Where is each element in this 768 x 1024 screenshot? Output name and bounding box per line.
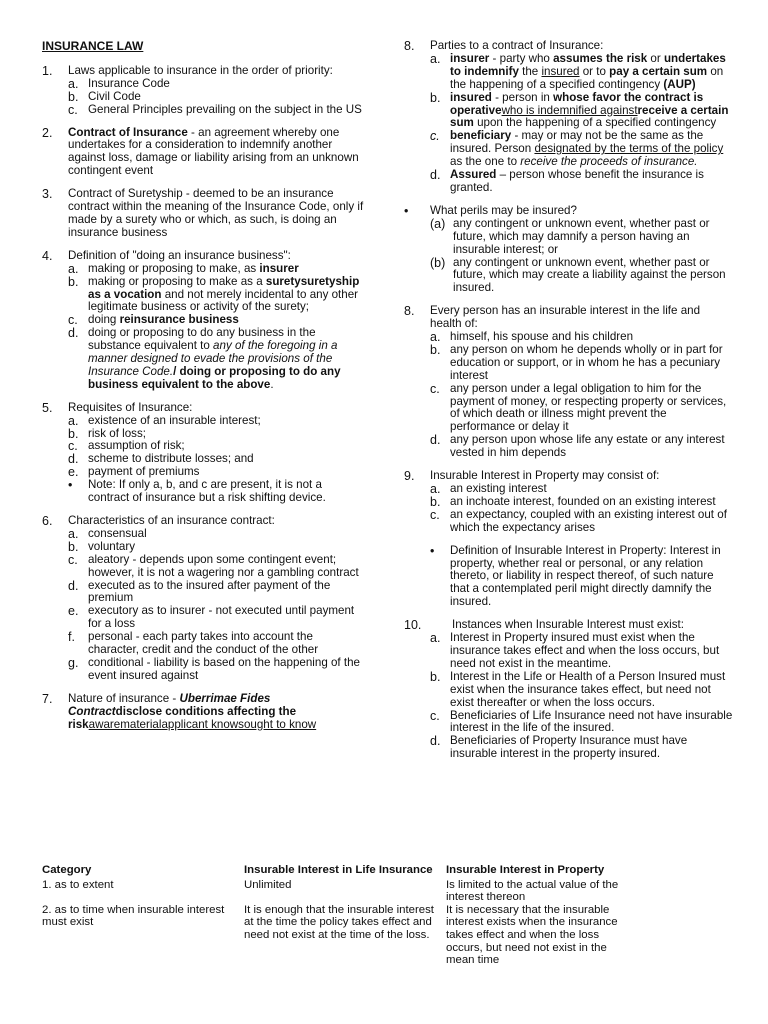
table-cell: 2. as to time when insurable interest must exist [42, 903, 225, 929]
sub-item: d. doing or proposing to do any business in the substance equivalent to any of the foregoing in a manner designed to evade the provisions of the Insurance Code./ doing or proposing to do any business equivalent to the above. [68, 326, 341, 391]
item-5 [42, 402, 364, 505]
sub-item: b. Interest in the Life or Health of a Person Insured must exist when the insurance takes effect, but need not exist thereafter or when the loss occurs. [430, 669, 726, 709]
table-cell: 1. as to extent [42, 878, 114, 891]
item-text: Nature of insurance - Uberrimae Fides Contractdisclose conditions affecting the riskawarematerialapplicant knowsought to know [68, 691, 317, 731]
item-3 [42, 188, 364, 240]
sub-item: c. General Principles prevailing on the subject in the US [68, 102, 362, 117]
sub-item: c. doing reinsurance business [68, 313, 239, 328]
item-number: 8. [404, 304, 415, 319]
comparison-table [42, 864, 742, 967]
perils-bullet [404, 205, 734, 295]
item-number: 6. [42, 514, 53, 528]
item-number: 9. [404, 469, 415, 484]
item-text: Laws applicable to insurance in the order of priority: [68, 63, 333, 77]
sub-item: c. aleatory - depends upon some contingent event; however, it is not a wagering nor a gambling contract [68, 552, 359, 579]
table-header-cell: Insurable Interest in Life Insurance [244, 864, 433, 876]
item-text: Requisites of Insurance: [68, 400, 193, 414]
sub-item: a. insurer - party who assumes the risk or undertakes to indemnify the insured or to pay a certain sum on the happening of a specified contingency (AUP) [430, 51, 726, 91]
sub-item: (b) any contingent or unknown event, whether past or future, which may create a liability against the person insured. [430, 255, 726, 295]
item-9 [404, 470, 734, 535]
sub-item: g. conditional - liability is based on the happening of the event insured against [68, 655, 360, 682]
item-text: Parties to a contract of Insurance: [430, 39, 604, 52]
table-cell: Is limited to the actual value of the interest thereon [446, 878, 619, 904]
sub-item: • Definition of Insurable Interest in Property: Interest in property, whether real or personal, or any relation thereto, or liability in respect thereof, of such nature that a contemplated peril might directly damnify the insured. [430, 543, 721, 609]
table-row [42, 904, 742, 967]
sub-item: e. executory as to insurer - not executed until payment for a loss [68, 604, 355, 631]
table-header-cell: Category [42, 864, 92, 876]
sub-item: d. Beneficiaries of Property Insurance must have insurable interest in the property insured. [430, 734, 688, 761]
item-number: 3. [42, 187, 53, 202]
item-8-interest [404, 305, 734, 460]
table-cell: It is necessary that the insurable interest exists when the insurance takes effect and when the loss occurs, but need not exist in the mean time [446, 903, 618, 967]
item-text: Insurable Interest in Property may consist of: [430, 469, 660, 483]
sub-item: a. Interest in Property insured must exist when the insurance takes effect and when the loss occurs, but need not exist in the meantime. [430, 631, 720, 670]
sub-item: c. assumption of risk; [68, 439, 185, 454]
sub-item: e. payment of premiums [68, 465, 200, 480]
right-column [404, 40, 734, 761]
item-number: 1. [42, 63, 53, 78]
sub-item: a. himself, his spouse and his children [430, 330, 634, 345]
item-4 [42, 250, 364, 392]
item-text: Instances when Insurable Interest must exist: [452, 618, 684, 632]
table-cell: Unlimited [244, 878, 292, 891]
sub-item: f. personal - each party takes into account the character, credit and the conduct of the other [68, 630, 319, 657]
note-bullet: • Note: If only a, b, and c are present, it is not a contract of insurance but a risk shifting device. [68, 478, 326, 505]
sub-item: b. insured - person in whose favor the contract is operativewho is indemnified againstreceive a certain sum upon the happening of a specified contingency [430, 90, 729, 130]
item-number: 10. [404, 618, 422, 633]
item-6 [42, 515, 364, 683]
item-2 [42, 127, 364, 179]
sub-item: a. existence of an insurable interest; [68, 413, 261, 428]
item-text: Characteristics of an insurance contract: [68, 514, 275, 527]
table-header-cell: Insurable Interest in Property [446, 864, 605, 876]
item-8-parties [404, 40, 734, 195]
item-7 [42, 693, 364, 732]
item-text: What perils may be insured? [430, 203, 577, 217]
sub-item: d. any person upon whose life any estate or any interest vested in him depends [430, 433, 725, 460]
sub-item: c. beneficiary - may or may not be the same as the insured. Person designated by the terms of the policy as the one to receive the proceeds of insurance. [430, 129, 724, 169]
sub-item: d. scheme to distribute losses; and [68, 452, 254, 467]
sub-item: b. making or proposing to make as a suretysuretyship as a vocation and not merely incidental to any other legitimate business or activity of the surety; [68, 274, 360, 314]
item-number: 5. [42, 400, 53, 415]
sub-item: c. an expectancy, coupled with an existing interest out of which the expectancy arises [430, 507, 727, 534]
sub-item: d. Assured – person whose benefit the insurance is granted. [430, 168, 704, 194]
page-title: INSURANCE LAW [42, 39, 144, 53]
item-text: Contract of Suretyship - deemed to be an insurance contract within the meaning of the Insurance Code, only if made by a surety who or which, as such, is doing an insurance business [68, 187, 364, 239]
sub-item: (a) any contingent or unknown event, whether past or future, which may damnify a person having an insurable interest; or [430, 216, 710, 256]
definition-bullet [404, 545, 734, 610]
bullet-icon: • [68, 478, 73, 493]
item-number: 4. [42, 248, 53, 263]
sub-item: c. any person under a legal obligation to him for the payment of money, or respecting property or services, of which death or illness might prevent the performance or delay it [430, 381, 727, 434]
sub-item: a. consensual [68, 526, 147, 541]
sub-item: a. Insurance Code [68, 76, 170, 91]
left-column [42, 40, 364, 732]
item-10 [404, 619, 734, 761]
sub-item: a. an existing interest [430, 482, 547, 496]
item-number: 2. [42, 125, 53, 140]
sub-item: d. executed as to the insured after payment of the premium [68, 578, 331, 605]
item-text: Contract of Insurance - an agreement whereby one undertakes for a consideration to indemnify another against loss, damage or liability arising from an unknown contingent event [68, 125, 359, 178]
item-text: Definition of "doing an insurance business": [68, 248, 291, 262]
sub-item: b. Civil Code [68, 89, 141, 104]
sub-item: b. any person on whom he depends wholly or in part for education or support, or in whom he has a pecuniary interest [430, 342, 723, 382]
sub-item: c. Beneficiaries of Life Insurance need not have insurable interest in the life of the insured. [430, 708, 733, 735]
bullet-icon: • [404, 203, 409, 218]
sub-item: a. making or proposing to make, as insurer [68, 261, 299, 276]
sub-item: b. voluntary [68, 539, 136, 554]
sub-item: b. risk of loss; [68, 426, 146, 441]
table-cell: It is enough that the insurable interest at the time the policy takes effect and need not exist at the time of the loss. [244, 903, 434, 941]
table-row [42, 879, 742, 904]
item-number: 7. [42, 691, 53, 706]
item-1 [42, 65, 364, 117]
item-text: Every person has an insurable interest in the life and health of: [430, 304, 701, 331]
item-number: 8. [404, 39, 415, 53]
table-header-row [42, 864, 742, 877]
sub-item: b. an inchoate interest, founded on an existing interest [430, 494, 716, 509]
bullet-icon: • [430, 543, 435, 558]
